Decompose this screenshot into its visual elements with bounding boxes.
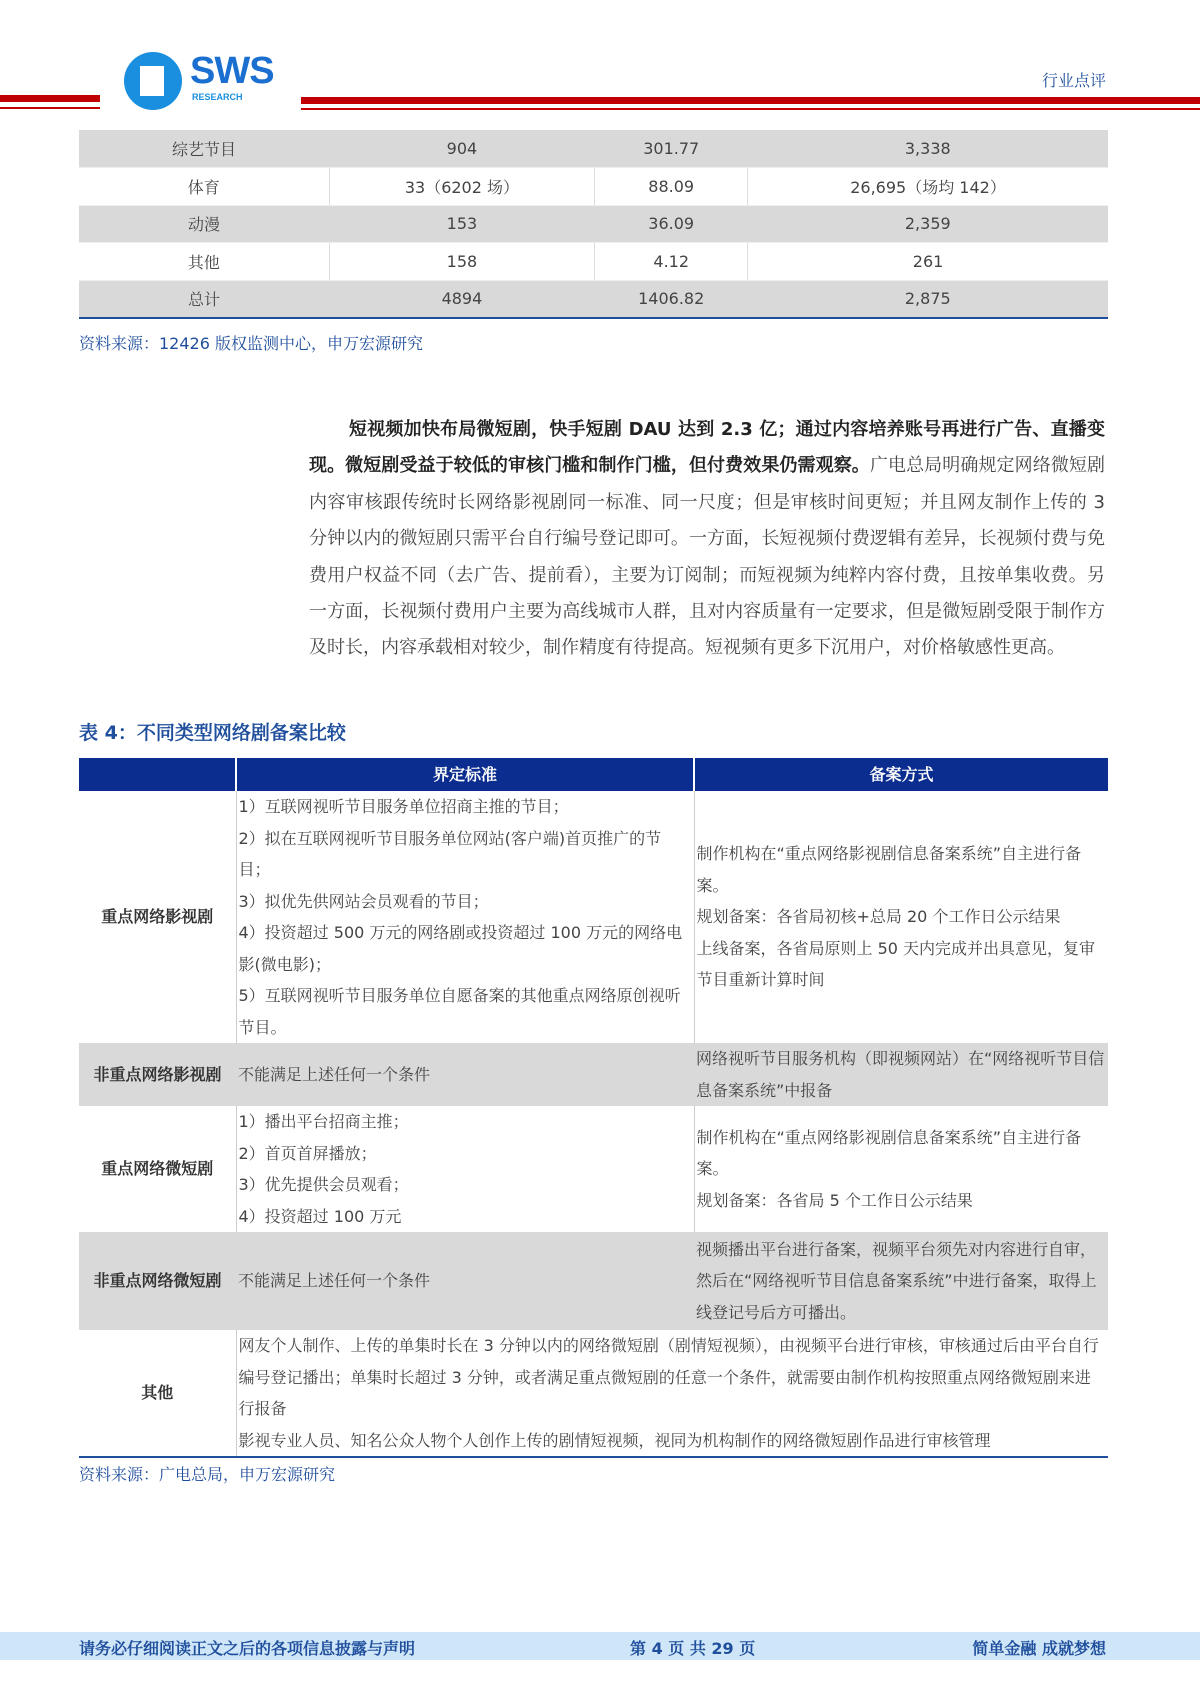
table-cell: 26,695（场均 142） (748, 168, 1108, 206)
criteria-cell (236, 1106, 694, 1232)
table-cell: 88.09 (595, 168, 748, 206)
cell-line: 4）投资超过 500 万元的网络剧或投资超过 100 万元的网络电影(微电影)； (238, 923, 683, 974)
table-cell: 4894 (329, 280, 595, 318)
table-row (79, 791, 1108, 1043)
table-cell: 158 (329, 243, 595, 281)
cell-line: 1）播出平台招商主推； (238, 1112, 409, 1131)
table-row (79, 1232, 1108, 1330)
table-row (79, 1330, 1108, 1457)
table-cell: 2,875 (748, 280, 1108, 318)
cell-line: 制作机构在“重点网络影视剧信息备案系统”自主进行备案。 (696, 1127, 1082, 1179)
table-cell: 4.12 (595, 243, 748, 281)
header-rule-right (301, 97, 1200, 104)
cell-line: 影视专业人员、知名公众人物个人创作上传的剧情短视频，视同为机构制作的网络微短剧作品进行审核管理 (238, 1430, 991, 1450)
logo-subtext: RESEARCH (192, 92, 243, 102)
table-cell: 体育 (79, 168, 329, 206)
table-cell: 综艺节目 (79, 130, 329, 168)
cell-line: 2）首页首屏播放； (238, 1143, 377, 1163)
table-row (79, 1106, 1108, 1232)
filing-cell (694, 1232, 1108, 1330)
table-row (79, 280, 1108, 318)
filing-cell (694, 1043, 1108, 1106)
cell-line: 不能满足上述任何一个条件 (238, 1271, 431, 1291)
logo-text: SWS (190, 50, 274, 92)
logo-mark-icon (124, 52, 182, 110)
filing-cell (694, 1106, 1108, 1232)
table-1-source: 资料来源：12426 版权监测中心，申万宏源研究 (79, 334, 423, 353)
table-cell: 1406.82 (595, 280, 748, 318)
table-cell: 904 (329, 130, 595, 168)
table-row (79, 243, 1108, 281)
row-category: 重点网络微短剧 (101, 1159, 214, 1179)
table-cell: 153 (329, 205, 595, 243)
table-cell: 其他 (79, 243, 329, 281)
table-1-continued (79, 130, 1108, 319)
table-4-source: 资料来源：广电总局，申万宏源研究 (79, 1465, 336, 1484)
table-row (79, 1043, 1108, 1106)
criteria-cell (236, 1232, 694, 1330)
table-cell: 3,338 (748, 130, 1108, 168)
merged-cell (236, 1330, 1108, 1457)
paragraph-lead: 短视频加快布局微短剧，快手短剧 DAU 达到 2.3 亿；通过内容培养账号再进行广告、直播变现。微短剧受益于较低的审核门槛和制作门槛，但付费效果仍需观察。 (309, 419, 1105, 477)
paragraph-text: 广电总局明确规定网络微短剧内容审核跟传统时长网络影视剧同一标准、同一尺度；但是审核时间更短；并且网友制作上传的 3 分钟以内的微短剧只需平台自行编号登记即可。一方面，长短视频付费逻辑有差异，长视频付费与免费用户权益不同（去广告、提前看），主要为订阅制；而短视频为纯粹内容付费，且按单集收费。另一方面，长视频付费用户主要为高线城市人群，且对内容质量有一定要求，但是微短剧受限于制作方及时长，内容承载相对较少，制作精度有待提高。短视频有更多下沉用户，对价格敏感性更高。 (309, 455, 1106, 659)
cell-line: 不能满足上述任何一个条件 (238, 1064, 431, 1084)
table-cell: 261 (748, 243, 1108, 281)
table-row (79, 168, 1108, 206)
table-cell: 总计 (79, 280, 329, 318)
cell-line: 2）拟在互联网视听节目服务单位网站(客户端)首页推广的节目； (238, 828, 662, 879)
table-row (79, 130, 1108, 168)
header-rule-left (0, 95, 100, 102)
page-footer (0, 1632, 1200, 1660)
page-number: 第 4 页 共 29 页 (630, 1639, 756, 1658)
table-cell: 2,359 (748, 205, 1108, 243)
cell-line: 1）互联网视听节目服务单位招商主推的节目； (238, 797, 569, 816)
cell-line: 上线备案，各省局原则上 50 天内完成并出具意见，复审节目重新计算时间 (696, 938, 1096, 990)
cell-line: 5）互联网视听节目服务单位自愿备案的其他重点网络原创视听节目。 (238, 986, 681, 1037)
table-cell: 33（6202 场） (329, 168, 595, 206)
report-type: 行业点评 (1041, 71, 1106, 90)
row-category: 非重点网络微短剧 (79, 1232, 236, 1330)
table-cell: 36.09 (595, 205, 748, 243)
cell-line: 4）投资超过 100 万元 (238, 1206, 402, 1226)
table-4-header-criteria: 界定标准 (236, 758, 694, 791)
row-category: 重点网络影视剧 (101, 907, 214, 927)
cell-line: 3）优先提供会员观看； (238, 1175, 409, 1194)
cell-line: 制作机构在“重点网络影视剧信息备案系统”自主进行备案。 (696, 844, 1082, 895)
cell-line: 3）拟优先供网站会员观看的节目； (238, 891, 489, 911)
header-rule-right-thin (301, 108, 1200, 110)
footer-disclaimer: 请务必仔细阅读正文之后的各项信息披露与声明 (79, 1639, 416, 1658)
header-rule-left-thin (0, 107, 100, 109)
criteria-cell (236, 791, 694, 1043)
cell-line: 规划备案：各省局 5 个工作日公示结果 (696, 1190, 973, 1210)
cell-line: 网友个人制作、上传的单集时长在 3 分钟以内的网络微短剧（剧情短视频），由视频平台进行审核，审核通过后由平台自行编号登记播出；单集时长超过 3 分钟，或者满足重点微短剧的任意一个条件，就需要由制作机构按照重点网络微短剧来进行报备 (238, 1336, 1099, 1418)
footer-slogan: 简单金融 成就梦想 (972, 1639, 1106, 1658)
criteria-cell (236, 1043, 694, 1106)
cell-line: 视频播出平台进行备案，视频平台须先对内容进行自审，然后在“网络视听节目信息备案系统”中进行备案，取得上线登记号后方可播出。 (696, 1239, 1097, 1322)
filing-cell (694, 791, 1108, 1043)
sws-logo (124, 50, 284, 114)
table-row (79, 205, 1108, 243)
table-cell: 301.77 (595, 130, 748, 168)
cell-line: 规划备案：各省局初核+总局 20 个工作日公示结果 (696, 907, 1061, 927)
row-category: 非重点网络影视剧 (79, 1043, 236, 1106)
row-category: 其他 (79, 1330, 236, 1457)
cell-line: 网络视听节目服务机构（即视频网站）在“网络视听节目信息备案系统”中报备 (696, 1049, 1105, 1100)
table-cell: 动漫 (79, 205, 329, 243)
table-4-header-blank (79, 758, 236, 791)
body-paragraph (309, 412, 1105, 667)
table-4 (79, 758, 1108, 1458)
table-4-title: 表 4：不同类型网络剧备案比较 (79, 722, 346, 744)
table-4-header-filing: 备案方式 (694, 758, 1108, 791)
